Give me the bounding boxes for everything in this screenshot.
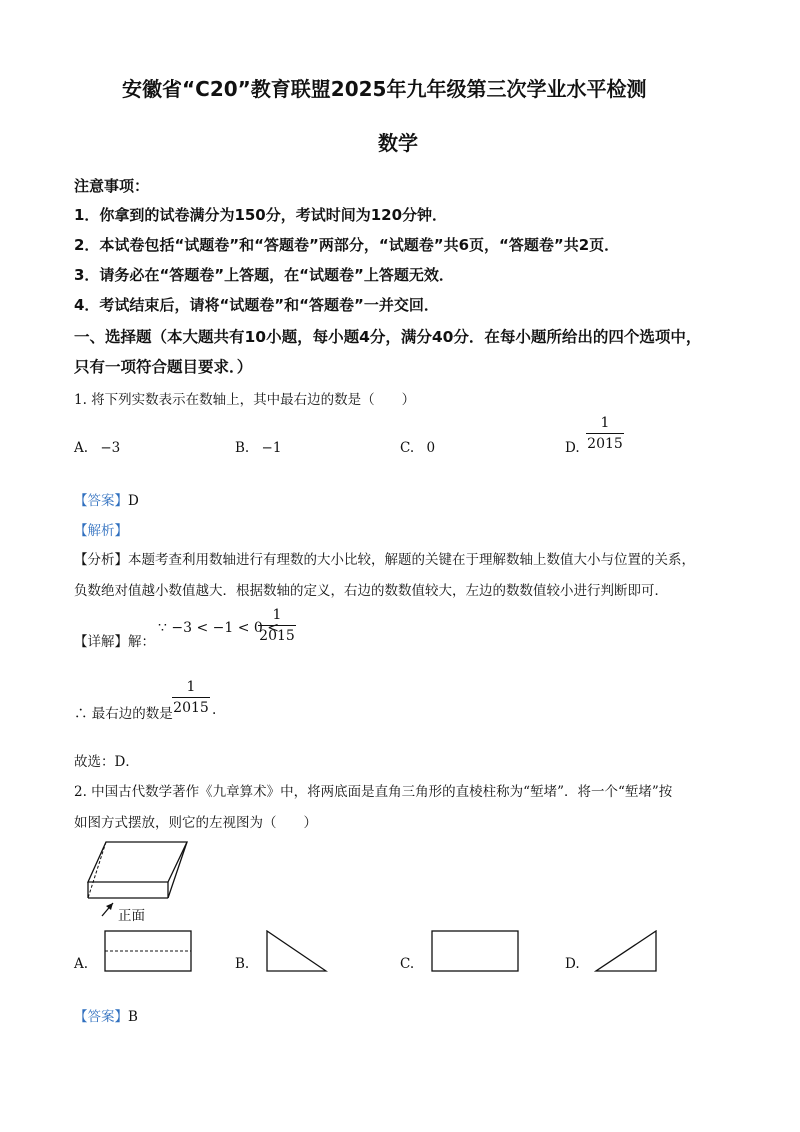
q2-option-a-label: A. — [74, 956, 89, 972]
subject-title: 数学 — [378, 131, 418, 155]
fraction-numerator: 1 — [600, 415, 610, 431]
fraction-numerator: 1 — [186, 679, 196, 695]
q1-inequality-fraction — [258, 606, 296, 645]
q1-stem: 1. 将下列实数表示在数轴上，其中最右边的数是（ ） — [74, 392, 416, 408]
q1-detail — [74, 630, 155, 650]
notice-item-2: 2．本试卷包括“试题卷”和“答题卷”两部分，“试题卷”共6页，“答题卷”共2页． — [74, 236, 620, 254]
q2-option-c-label: C. — [400, 956, 415, 972]
fraction-bar — [258, 625, 296, 626]
q1-inequality: ∵ −3 < −1 < 0 < — [158, 620, 279, 636]
exam-title: 安徽省“C20”教育联盟2025年九年级第三次学业水平检测 — [122, 77, 647, 101]
q1-option-d-label: D. — [565, 440, 580, 456]
fraction-bar — [586, 433, 624, 434]
detail-prefix: 解： — [128, 634, 155, 650]
q1-option-d-fraction — [586, 414, 624, 453]
q1-fenxi-line1 — [74, 548, 695, 568]
q1-option-b — [235, 440, 281, 456]
notice-item-4: 4．考试结束后，请将“试题卷”和“答题卷”一并交回． — [74, 296, 439, 314]
q2-option-d-figure — [594, 930, 658, 974]
fraction-denominator: 2015 — [587, 436, 623, 452]
q1-analysis-tag: 【解析】 — [74, 523, 128, 539]
q2-stem-line2: 如图方式摆放，则它的左视图为（ ） — [74, 815, 317, 831]
option-label: C. — [400, 440, 415, 456]
notice-item-1: 1．你拿到的试卷满分为150分，考试时间为120分钟． — [74, 206, 448, 224]
option-value: −3 — [100, 440, 121, 456]
q1-conclusion-period: . — [212, 702, 217, 718]
fraction-denominator: 2015 — [173, 700, 209, 716]
option-label: B. — [235, 440, 250, 456]
fraction-numerator: 1 — [272, 607, 282, 623]
notice-item-3: 3．请务必在“答题卷”上答题，在“试题卷”上答题无效． — [74, 266, 454, 284]
option-value: −1 — [261, 440, 282, 456]
fraction-denominator: 2015 — [259, 628, 295, 644]
answer-value: D — [128, 493, 139, 509]
q2-option-b-label: B. — [235, 956, 250, 972]
q1-option-c — [400, 440, 435, 456]
q1-conclusion: ∴ 最右边的数是 — [74, 706, 173, 722]
q2-option-a-figure — [104, 930, 194, 974]
fenxi-text: 本题考查利用数轴进行有理数的大小比较，解题的关键在于理解数轴上数值大小与位置的关系， — [128, 552, 695, 568]
detail-tag: 【详解】 — [74, 634, 128, 650]
q1-answer — [74, 489, 139, 509]
section-heading-line2: 只有一项符合题目要求．） — [74, 358, 253, 376]
fraction-bar — [172, 697, 210, 698]
fenxi-tag: 【分析】 — [74, 552, 128, 568]
q1-conclusion-fraction — [172, 678, 210, 717]
section-heading-line1: 一、选择题（本大题共有10小题，每小题4分，满分40分．在每小题所给出的四个选项中， — [74, 328, 702, 346]
q2-stem-line1: 2. 中国古代数学著作《九章算术》中，将两底面是直角三角形的直棱柱称为“堑堵”．将一个“堑堵”按 — [74, 784, 673, 800]
option-value: 0 — [426, 440, 436, 456]
q1-choose: 故选：D． — [74, 754, 139, 770]
q2-option-d-label: D. — [565, 956, 580, 972]
q1-fenxi-line2: 负数绝对值越小数值越大．根据数轴的定义，右边的数数值较大，左边的数数值较小进行判断即可． — [74, 583, 668, 599]
q2-option-c-figure — [431, 930, 521, 974]
q2-option-b-figure — [266, 930, 328, 974]
option-label: A. — [74, 440, 89, 456]
q2-answer — [74, 1005, 138, 1025]
answer-value: B — [128, 1009, 138, 1025]
answer-tag: 【答案】 — [74, 493, 128, 509]
q1-option-a — [74, 440, 120, 456]
front-view-label: 正面 — [118, 908, 145, 924]
answer-tag: 【答案】 — [74, 1009, 128, 1025]
notice-heading: 注意事项： — [74, 177, 150, 195]
